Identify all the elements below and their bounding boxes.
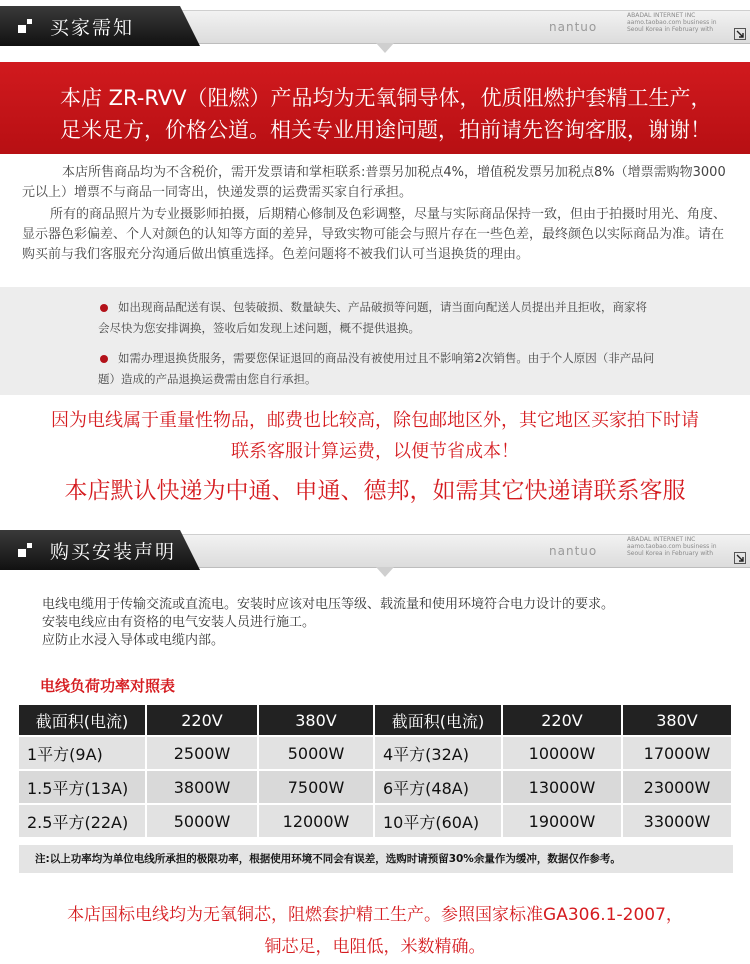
table-cell: 2500W bbox=[147, 737, 259, 771]
table-cell: 19000W bbox=[503, 805, 623, 839]
table-cell: 5000W bbox=[147, 805, 259, 839]
corner-arrow-icon bbox=[734, 28, 746, 40]
brand-tiny-text: ABADAL INTERNET INC aamo.taobao.com business in Seoul Korea in February with bbox=[627, 536, 717, 557]
table-header-row bbox=[19, 705, 733, 737]
brand-tiny-text: ABADAL INTERNET INC aamo.taobao.com business in Seoul Korea in February with bbox=[627, 12, 717, 33]
corner-arrow-icon bbox=[734, 552, 746, 564]
return-policy-notice: 如需办理退换货服务，需要您保证退回的商品没有被使用过且不影响第2次销售。由于个人原因（非产品问题）造成的产品退换运费需由您自行承担。 bbox=[98, 351, 655, 386]
standard-line-2: 铜芯足，电阻低，米数精确。 bbox=[264, 937, 486, 957]
table-cell: 23000W bbox=[623, 771, 733, 805]
square-bullet-icon bbox=[18, 543, 32, 557]
col-header-220v: 220V bbox=[503, 705, 623, 737]
standard-line-1: 本店国标电线均为无氧铜芯，阻燃套护精工生产。参照国家标准GA306.1-2007， bbox=[67, 905, 683, 925]
header-pointer bbox=[376, 43, 394, 53]
table-cell: 10平方(60A) bbox=[375, 805, 503, 839]
table-cell: 7500W bbox=[259, 771, 375, 805]
section-header-buyer-notice bbox=[0, 6, 750, 62]
col-header-380v: 380V bbox=[623, 705, 733, 737]
table-cell: 4平方(32A) bbox=[375, 737, 503, 771]
shipping-fee-line-2: 联系客服计算运费，以便节省成本！ bbox=[231, 441, 519, 462]
square-bullet-icon bbox=[18, 19, 32, 33]
power-load-table bbox=[19, 705, 733, 839]
table-cell: 17000W bbox=[623, 737, 733, 771]
table-cell: 13000W bbox=[503, 771, 623, 805]
table-cell: 1平方(9A) bbox=[19, 737, 147, 771]
table-row bbox=[19, 771, 733, 805]
product-banner bbox=[0, 62, 750, 154]
brand-watermark: nantuo bbox=[549, 20, 598, 34]
default-courier-line: 本店默认快递为中通、申通、德邦，如需其它快递请联系客服 bbox=[64, 478, 686, 504]
table-cell: 12000W bbox=[259, 805, 375, 839]
table-cell: 33000W bbox=[623, 805, 733, 839]
section-title: 购买安装声明 bbox=[50, 541, 177, 563]
table-note: 注:以上功率均为单位电线所承担的极限功率，根据使用环境不同会有误差，选购时请预留30%余量作为缓冲，数据仅作参考。 bbox=[19, 845, 733, 873]
photo-color-notice: 所有的商品照片为专业摄影师拍摄，后期精心修制及色彩调整，尽量与实际商品保持一致，但由于拍摄时用光、角度、显示器色彩偏差、个人对颜色的认知等方面的差异，导致实物可能会与照片存在一些色差，最终颜色以实际商品为准。请在购买前与我们客服充分沟通后做出慎重选择。色差问题将不被我们认可当退换货的理由。 bbox=[22, 207, 727, 262]
banner-line-2: 足米足方，价格公道。相关专业用途问题，拍前请先咨询客服，谢谢！ bbox=[60, 118, 711, 142]
brand-watermark: nantuo bbox=[549, 544, 598, 558]
table-title: 电线负荷功率对照表 bbox=[40, 677, 176, 695]
col-header-section: 截面积(电流) bbox=[19, 705, 147, 737]
col-header-220v: 220V bbox=[147, 705, 259, 737]
tax-invoice-notice: 本店所售商品均为不含税价，需开发票请和掌柜联系:普票另加税点4%，增值税发票另加税点8%（增票需购物3000元以上）增票不与商品一同寄出，快递发票的运费需买家自行承担。 bbox=[22, 165, 726, 200]
section-header-install bbox=[0, 530, 750, 586]
table-cell: 5000W bbox=[259, 737, 375, 771]
banner-line-1: 本店 ZR-RVV（阻燃）产品均为无氧铜导体，优质阻燃护套精工生产， bbox=[60, 86, 712, 110]
col-header-380v: 380V bbox=[259, 705, 375, 737]
shipping-fee-line-1: 因为电线属于重量性物品，邮费也比较高，除包邮地区外，其它地区买家拍下时请 bbox=[51, 410, 699, 431]
section-title: 买家需知 bbox=[50, 17, 135, 39]
install-line-2: 安装电线应由有资格的电气安装人员进行施工。 bbox=[42, 615, 316, 630]
table-row bbox=[19, 737, 733, 771]
table-cell: 2.5平方(22A) bbox=[19, 805, 147, 839]
table-cell: 3800W bbox=[147, 771, 259, 805]
install-line-3: 应防止水浸入导体或电缆内部。 bbox=[42, 633, 225, 648]
delivery-issue-notice: 如出现商品配送有误、包装破损、数量缺失、产品破损等问题，请当面向配送人员提出并且拒收，商家将会尽快为您安排调换，签收后如发现上述问题，概不提供退换。 bbox=[98, 300, 647, 335]
table-cell: 1.5平方(13A) bbox=[19, 771, 147, 805]
table-cell: 6平方(48A) bbox=[375, 771, 503, 805]
install-line-1: 电线电缆用于传输交流或直流电。安装时应该对电压等级、载流量和使用环境符合电力设计的要求。 bbox=[42, 597, 615, 612]
header-pointer bbox=[376, 567, 394, 577]
table-row bbox=[19, 805, 733, 839]
col-header-section: 截面积(电流) bbox=[375, 705, 503, 737]
table-cell: 10000W bbox=[503, 737, 623, 771]
